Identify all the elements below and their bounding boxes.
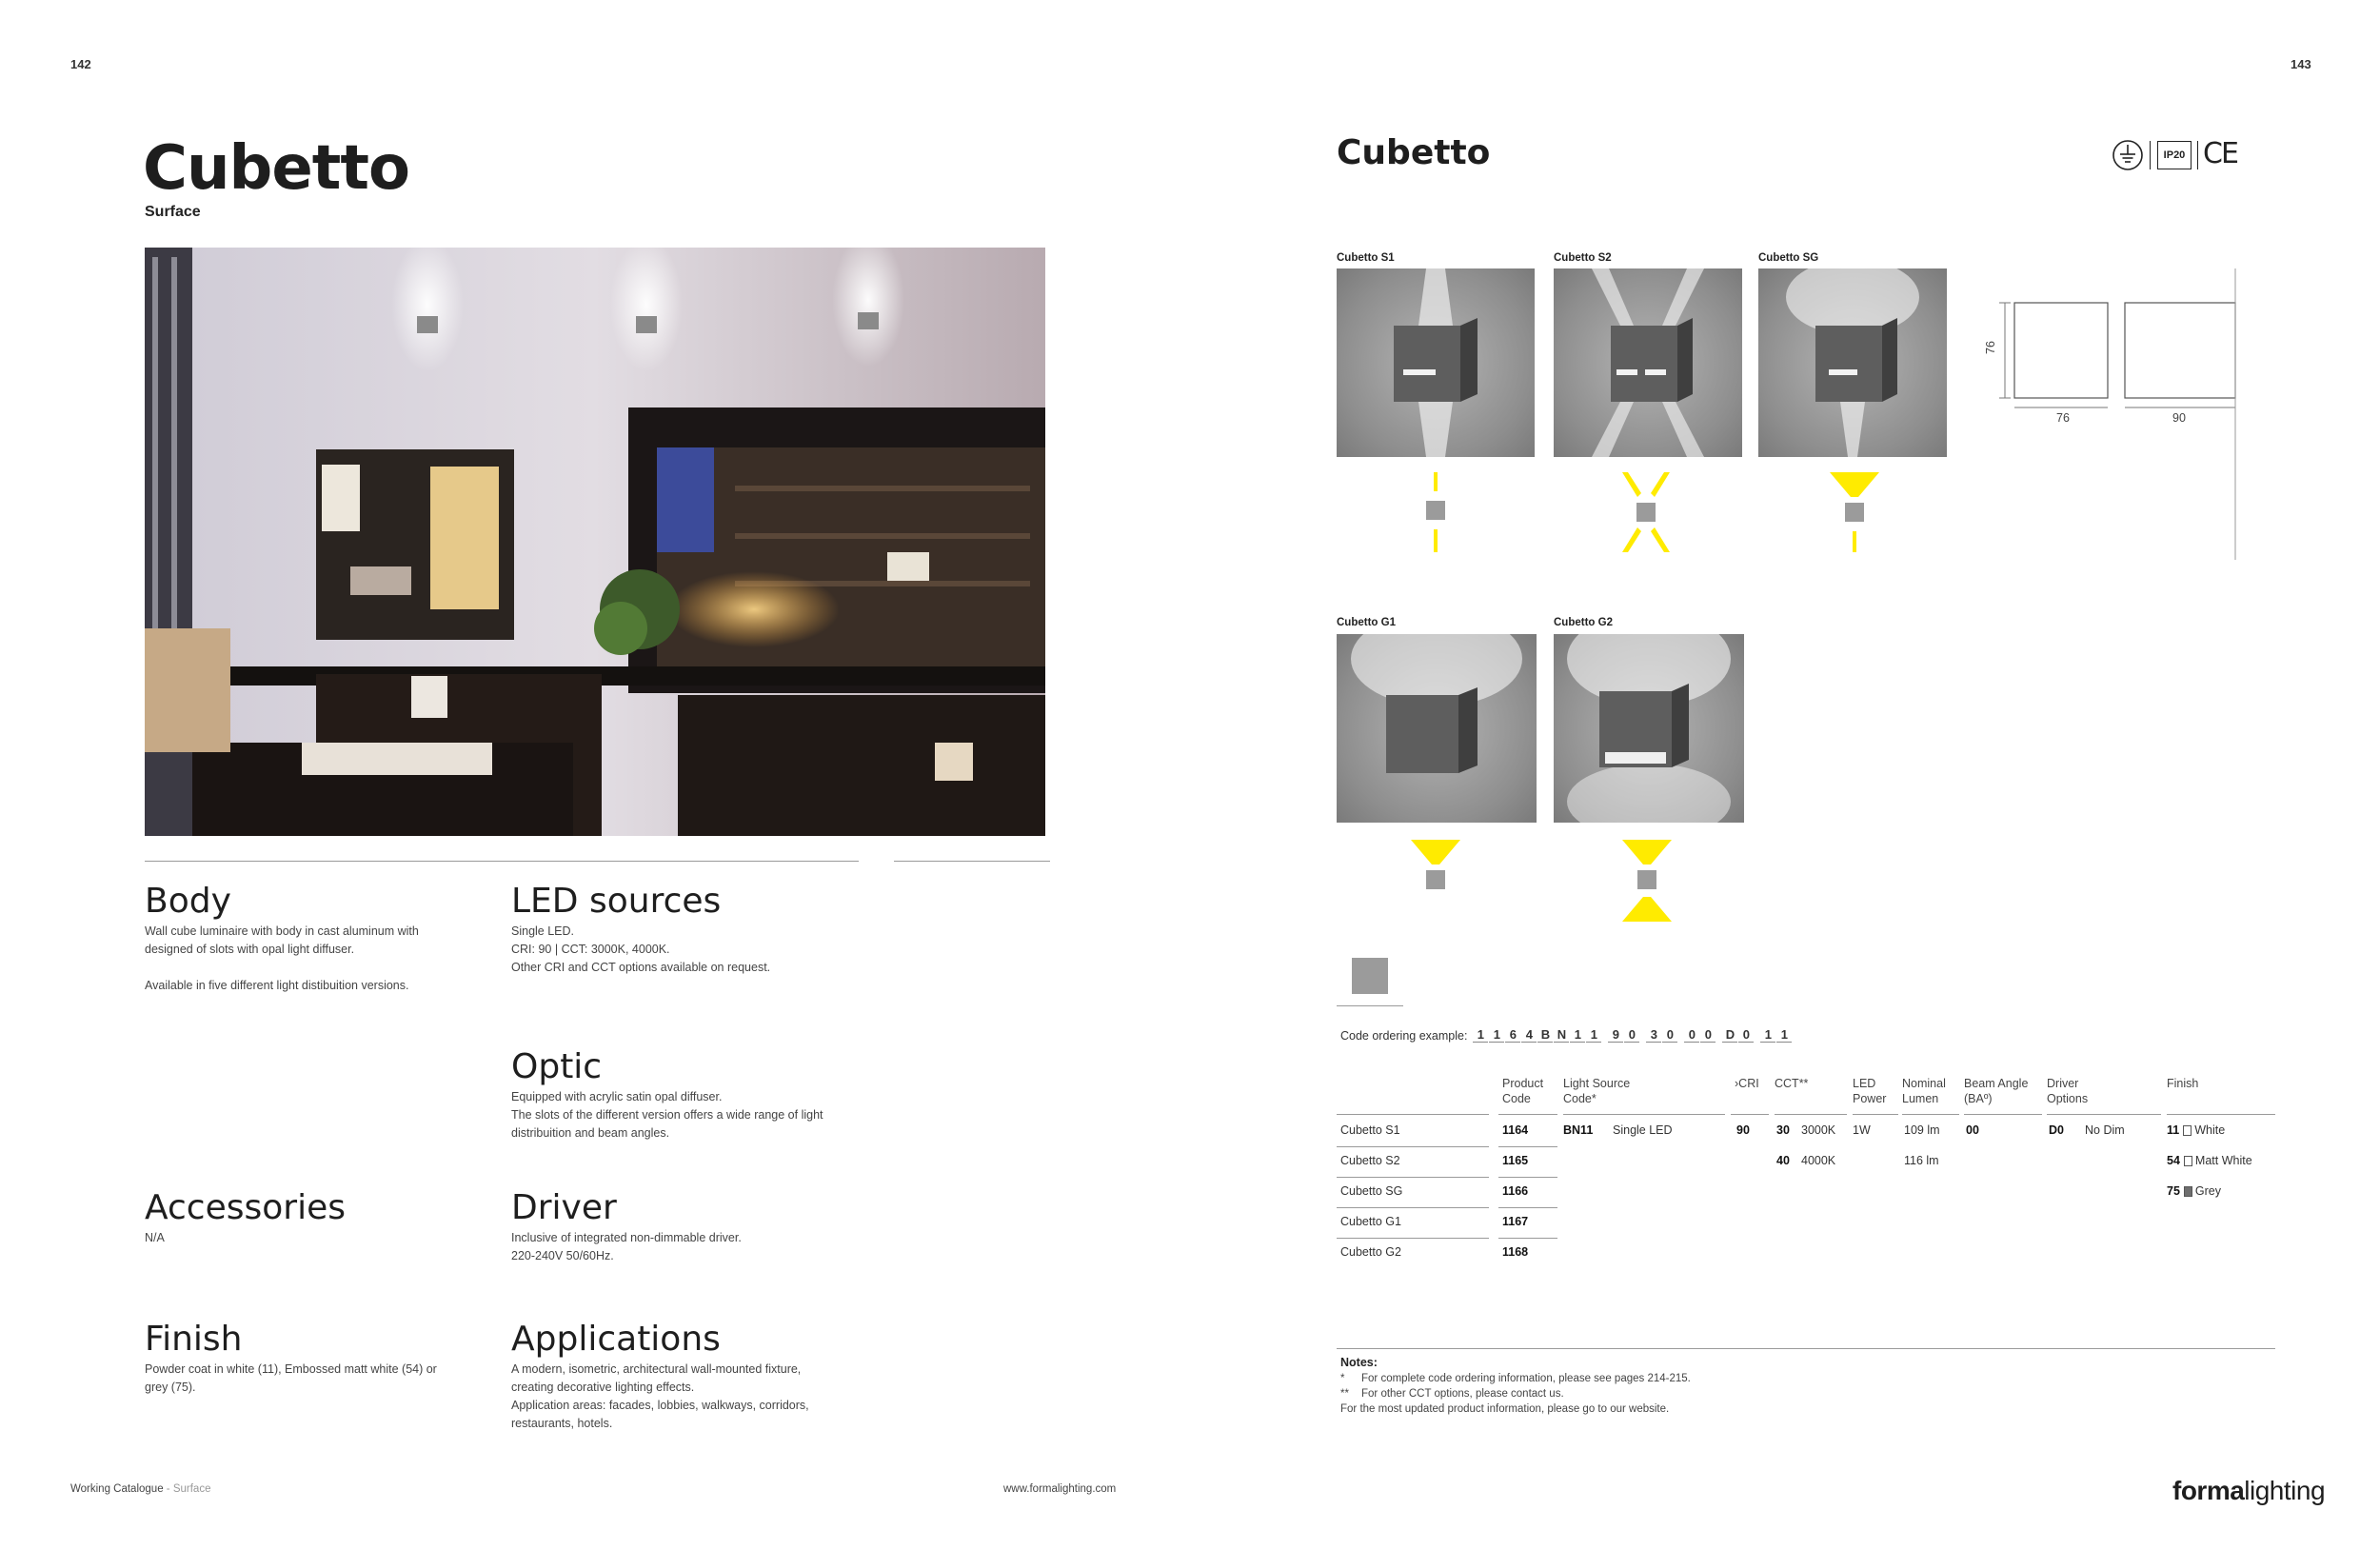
notes-rule bbox=[1337, 1348, 2275, 1349]
header-rule bbox=[1731, 1114, 1769, 1115]
code-char: 9 bbox=[1608, 1027, 1623, 1043]
ip20-icon: IP20 bbox=[2157, 141, 2192, 169]
finish-swatch bbox=[2184, 1156, 2192, 1166]
table-row bbox=[1337, 1181, 1557, 1211]
code-group bbox=[1537, 1027, 1602, 1043]
page-number-left: 142 bbox=[70, 57, 91, 71]
note-mark: ** bbox=[1340, 1388, 1349, 1400]
code-group bbox=[1684, 1027, 1716, 1043]
note-text: For other CCT options, please contact us. bbox=[1361, 1388, 1564, 1400]
finish-swatch-grey bbox=[1352, 958, 1388, 994]
page-subtitle: Surface bbox=[145, 204, 201, 220]
variant-image-s2 bbox=[1554, 268, 1742, 457]
ground-symbol-icon bbox=[2112, 139, 2144, 171]
swatch-rule bbox=[1337, 1005, 1403, 1006]
beam-diagram-g1 bbox=[1411, 840, 1460, 893]
footer-separator: - bbox=[163, 1483, 173, 1495]
beam-diagram-s1 bbox=[1420, 472, 1451, 552]
finish-option bbox=[2167, 1154, 2252, 1167]
header-cri: ›CRI bbox=[1735, 1077, 1759, 1090]
header-nominal-lumen: Nominal Lumen bbox=[1902, 1077, 1946, 1105]
section-accessories bbox=[145, 1188, 487, 1247]
code-group bbox=[1722, 1027, 1755, 1043]
section-rule-left bbox=[145, 861, 859, 862]
section-rule-right bbox=[894, 861, 1050, 862]
code-char: 6 bbox=[1505, 1027, 1520, 1043]
table-row bbox=[1337, 1150, 1557, 1181]
code-group bbox=[1473, 1027, 1537, 1043]
note-line bbox=[1340, 1401, 2273, 1417]
ordering-table bbox=[1337, 1074, 2279, 1264]
section-heading: Body bbox=[145, 882, 231, 921]
code-char: 0 bbox=[1624, 1027, 1639, 1043]
beam-diagram-g2 bbox=[1622, 840, 1672, 922]
lumen-value: 109 lm bbox=[1904, 1123, 1940, 1137]
variant-label: Cubetto G1 bbox=[1337, 617, 1396, 628]
section-text: Powder coat in white (11), Embossed matt white (54) or grey (75). bbox=[145, 1362, 437, 1394]
section-text: Inclusive of integrated non-dimmable driver. 220-240V 50/60Hz. bbox=[511, 1231, 742, 1262]
beam-angle-value: 00 bbox=[1966, 1123, 1979, 1137]
page-title: Cubetto bbox=[143, 133, 409, 204]
cct-desc: 3000K bbox=[1801, 1123, 1836, 1137]
header-light-source: Light Source Code* bbox=[1563, 1077, 1631, 1105]
code-char: D bbox=[1722, 1027, 1737, 1043]
section-text: Single LED. CRI: 90 | CCT: 3000K, 4000K. Other CRI and CCT options available on request. bbox=[511, 924, 771, 974]
finish-swatch bbox=[2184, 1186, 2192, 1197]
product-code: 1166 bbox=[1502, 1184, 1529, 1198]
section-heading: Applications bbox=[511, 1320, 721, 1359]
header-rule bbox=[2047, 1114, 2161, 1115]
cube-g2-illustration bbox=[1554, 634, 1744, 823]
section-text: N/A bbox=[145, 1231, 165, 1244]
dimension-width: 76 bbox=[2056, 411, 2070, 425]
variant-image-g1 bbox=[1337, 634, 1537, 823]
logo-light-part: lighting bbox=[2244, 1476, 2326, 1505]
restaurant-photo-illustration bbox=[145, 248, 1045, 836]
section-finish bbox=[145, 1320, 497, 1397]
note-line bbox=[1340, 1371, 2273, 1386]
header-led-power: LED Power bbox=[1853, 1077, 1887, 1105]
header-beam-angle: Beam Angle (BAº) bbox=[1964, 1077, 2029, 1105]
variant-label: Cubetto S1 bbox=[1337, 252, 1395, 264]
code-char: 3 bbox=[1646, 1027, 1661, 1043]
finish-option bbox=[2167, 1123, 2225, 1137]
code-group bbox=[1760, 1027, 1793, 1043]
cube-s1-illustration bbox=[1337, 268, 1535, 457]
code-char: 4 bbox=[1521, 1027, 1537, 1043]
code-char: B bbox=[1537, 1027, 1553, 1043]
cct-desc: 4000K bbox=[1801, 1154, 1836, 1167]
cube-sg-illustration bbox=[1758, 268, 1947, 457]
note-line bbox=[1340, 1386, 2273, 1401]
finish-desc: White bbox=[2194, 1123, 2226, 1137]
note-mark: * bbox=[1340, 1373, 1345, 1384]
table-row bbox=[1337, 1242, 1557, 1264]
code-ordering-example bbox=[1340, 1027, 1793, 1043]
variant-name: Cubetto G2 bbox=[1340, 1245, 1401, 1259]
header-product-code: Product Code bbox=[1502, 1077, 1544, 1105]
ce-mark-icon: CE bbox=[2203, 137, 2237, 170]
cert-divider bbox=[2150, 141, 2151, 169]
note-text: For complete code ordering information, please see pages 214-215. bbox=[1361, 1373, 1691, 1384]
table-row bbox=[1337, 1120, 1557, 1150]
code-char: 1 bbox=[1570, 1027, 1585, 1043]
header-rule bbox=[1964, 1114, 2042, 1115]
cri-value: 90 bbox=[1736, 1123, 1750, 1137]
section-text: Equipped with acrylic satin opal diffuser. The slots of the different version offers a wide range of light distribuition and beam angles. bbox=[511, 1090, 823, 1140]
section-heading: Optic bbox=[511, 1047, 603, 1086]
variant-name: Cubetto S2 bbox=[1340, 1154, 1400, 1167]
product-code: 1168 bbox=[1502, 1245, 1529, 1259]
section-led-sources bbox=[511, 882, 892, 977]
footer-category: Surface bbox=[172, 1483, 211, 1495]
section-text: A modern, isometric, architectural wall-mounted fixture, creating decorative lighting effects. Application areas: facades, lobbies, walkways, corridors, restaurants, hotels. bbox=[511, 1362, 809, 1430]
formalighting-logo bbox=[2172, 1476, 2325, 1506]
cube-s2-illustration bbox=[1554, 268, 1742, 457]
dimension-drawing bbox=[1980, 268, 2237, 560]
beam-diagram-sg bbox=[1830, 472, 1879, 552]
finish-code: 11 bbox=[2167, 1123, 2180, 1137]
header-rule bbox=[1563, 1114, 1725, 1115]
beam-diagram-s2 bbox=[1620, 472, 1672, 552]
cct-code: 40 bbox=[1776, 1154, 1790, 1167]
section-heading: Finish bbox=[145, 1320, 243, 1359]
logo-bold-part: forma bbox=[2172, 1476, 2245, 1505]
section-optic bbox=[511, 1047, 911, 1143]
variant-label: Cubetto G2 bbox=[1554, 617, 1613, 628]
certification-icons bbox=[2112, 139, 2241, 171]
cert-divider bbox=[2197, 141, 2198, 169]
header-finish: Finish bbox=[2167, 1077, 2199, 1090]
code-group bbox=[1608, 1027, 1640, 1043]
light-source-code: BN11 bbox=[1563, 1123, 1594, 1137]
dimension-depth: 90 bbox=[2172, 411, 2186, 425]
finish-option bbox=[2167, 1184, 2221, 1198]
header-rule bbox=[1498, 1114, 1557, 1115]
header-rule bbox=[1902, 1114, 1959, 1115]
variant-name: Cubetto G1 bbox=[1340, 1215, 1401, 1228]
code-ordering-label: Code ordering example: bbox=[1340, 1029, 1468, 1043]
variant-image-s1 bbox=[1337, 268, 1535, 457]
header-cct: CCT** bbox=[1775, 1077, 1809, 1090]
header-rule bbox=[1337, 1114, 1489, 1115]
page-number-right: 143 bbox=[2291, 57, 2311, 71]
section-driver bbox=[511, 1188, 892, 1265]
product-code: 1164 bbox=[1502, 1123, 1529, 1137]
variant-label: Cubetto S2 bbox=[1554, 252, 1612, 264]
driver-desc: No Dim bbox=[2085, 1123, 2125, 1137]
finish-desc: Matt White bbox=[2194, 1154, 2252, 1167]
variant-name: Cubetto S1 bbox=[1340, 1123, 1400, 1137]
code-char: 0 bbox=[1700, 1027, 1716, 1043]
code-char: 1 bbox=[1760, 1027, 1775, 1043]
header-rule bbox=[1853, 1114, 1898, 1115]
footer-catalogue-label: Working Catalogue bbox=[70, 1483, 164, 1495]
product-title: Cubetto bbox=[1337, 133, 1491, 172]
code-char: N bbox=[1554, 1027, 1569, 1043]
section-text: Wall cube luminaire with body in cast aluminum with designed of slots with opal light diffuser. Available in five different light distibuition versions. bbox=[145, 924, 419, 992]
code-char: 0 bbox=[1662, 1027, 1677, 1043]
code-char: 0 bbox=[1738, 1027, 1754, 1043]
section-heading: Accessories bbox=[145, 1188, 346, 1227]
finish-code: 75 bbox=[2167, 1184, 2180, 1198]
code-char: 1 bbox=[1473, 1027, 1488, 1043]
product-code: 1167 bbox=[1502, 1215, 1529, 1228]
footer-catalogue bbox=[70, 1483, 210, 1495]
section-heading: LED sources bbox=[511, 882, 722, 921]
product-code: 1165 bbox=[1502, 1154, 1529, 1167]
led-power-value: 1W bbox=[1853, 1123, 1871, 1137]
cube-g1-illustration bbox=[1337, 634, 1537, 823]
finish-desc: Grey bbox=[2194, 1184, 2221, 1198]
finish-swatch bbox=[2183, 1125, 2192, 1136]
code-char: 0 bbox=[1684, 1027, 1699, 1043]
finish-code: 54 bbox=[2167, 1154, 2180, 1167]
table-row bbox=[1337, 1211, 1557, 1242]
variant-image-g2 bbox=[1554, 634, 1744, 823]
section-body bbox=[145, 882, 487, 995]
variant-name: Cubetto SG bbox=[1340, 1184, 1403, 1198]
light-source-desc: Single LED bbox=[1613, 1123, 1673, 1137]
code-group bbox=[1646, 1027, 1678, 1043]
note-text: For the most updated product information, please go to our website. bbox=[1340, 1403, 1670, 1415]
driver-code: D0 bbox=[2049, 1123, 2064, 1137]
code-char: 1 bbox=[1776, 1027, 1792, 1043]
code-char: 1 bbox=[1489, 1027, 1504, 1043]
variant-label: Cubetto SG bbox=[1758, 252, 1819, 264]
dimension-height: 76 bbox=[1983, 341, 1997, 354]
variant-image-sg bbox=[1758, 268, 1947, 457]
lumen-value: 116 lm bbox=[1904, 1154, 1939, 1167]
notes bbox=[1340, 1356, 2273, 1417]
header-rule bbox=[2167, 1114, 2275, 1115]
code-char: 1 bbox=[1586, 1027, 1601, 1043]
section-heading: Driver bbox=[511, 1188, 617, 1227]
notes-heading: Notes: bbox=[1340, 1356, 1378, 1369]
header-rule bbox=[1775, 1114, 1847, 1115]
section-applications bbox=[511, 1320, 911, 1433]
ambient-photo bbox=[145, 248, 1045, 836]
footer-website-link[interactable]: www.formalighting.com bbox=[1003, 1483, 1117, 1495]
header-driver-options: Driver Options bbox=[2047, 1077, 2089, 1105]
cct-code: 30 bbox=[1776, 1123, 1790, 1137]
